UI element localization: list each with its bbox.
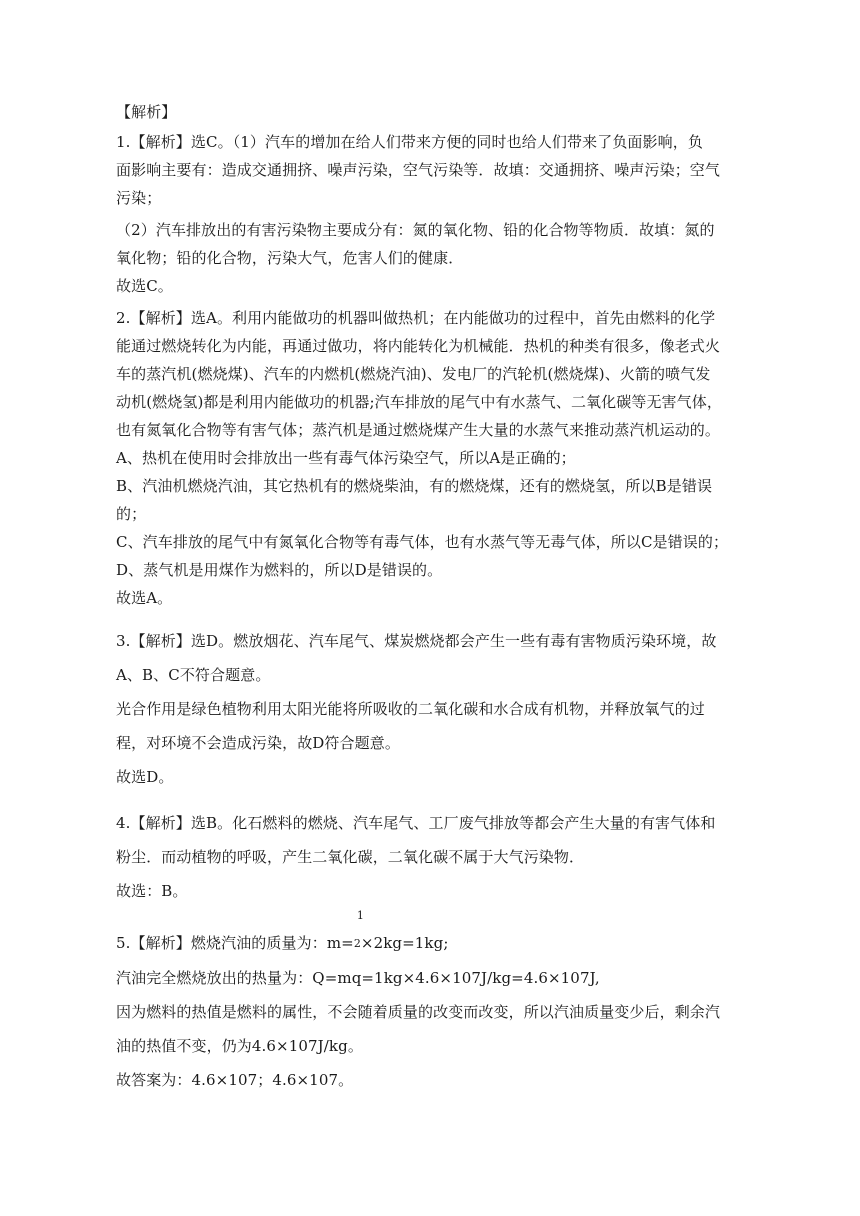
answer-2-line: 车的蒸汽机(燃烧煤)、汽车的内燃机(燃烧汽油)、发电厂的汽轮机(燃烧煤)、火箭的喷气发 — [116, 365, 711, 383]
answer-2-line: 动机(燃烧氢)都是利用内能做功的机器;汽车排放的尾气中有水蒸气、二氧化碳等无害气体， — [116, 393, 722, 411]
answer-2-line: 2.【解析】选A。利用内能做功的机器叫做热机；在内能做功的过程中，首先由燃料的化学 — [116, 309, 716, 327]
answer-4-line: 4.【解析】选B。化石燃料的燃烧、汽车尾气、工厂废气排放等都会产生大量的有害气体和 — [116, 814, 716, 832]
answer-5 — [116, 909, 738, 1097]
answer-1-line: 污染； — [116, 189, 162, 207]
answer-1-line: 1.【解析】选C。（1）汽车的增加在给人们带来方便的同时也给人们带来了负面影响，负 — [116, 133, 703, 151]
answer-2-line: C、汽车排放的尾气中有氮氧化合物等有毒气体，也有水蒸气等无毒气体，所以C是错误的； — [116, 533, 729, 551]
answer-1 — [116, 128, 738, 300]
answer-document — [116, 98, 738, 1101]
answer-3-line: A、B、C不符合题意。 — [116, 666, 271, 684]
answer-2 — [116, 304, 738, 612]
answer-5-line: 故答案为：4.6×107；4.6×107。 — [116, 1071, 354, 1089]
answer-1-line: 故选C。 — [116, 277, 173, 295]
answer-5-line — [116, 909, 738, 961]
answer-2-line: A、热机在使用时会排放出一些有毒气体污染空气，所以A是正确的； — [116, 449, 576, 467]
answer-2-line: D、蒸气机是用煤作为燃料的，所以D是错误的。 — [116, 561, 443, 579]
answer-5-line: 油的热值不变，仍为4.6×107J/kg。 — [116, 1037, 363, 1055]
fraction-numerator: 1 — [356, 909, 364, 922]
answer-2-line: 的； — [116, 505, 147, 523]
answer-1-line: （2）汽车排放出的有害污染物主要成分有：氮的氧化物、铅的化合物等物质．故填：氮的 — [116, 221, 715, 239]
answer-5-line: 因为燃料的热值是燃料的属性，不会随着质量的改变而改变，所以汽油质量变少后，剩余汽 — [116, 1003, 721, 1021]
answer-2-line: 故选A。 — [116, 589, 173, 607]
answer-3-line: 3.【解析】选D。燃放烟花、汽车尾气、煤炭燃烧都会产生一些有毒有害物质污染环境，故 — [116, 632, 717, 650]
answer-1-line: 氧化物；铅的化合物，污染大气，危害人们的健康． — [116, 249, 464, 267]
answer-5-line: 汽油完全燃烧放出的热量为：Q=mq=1kg×4.6×107J/kg=4.6×107J, — [116, 969, 600, 987]
answer-4 — [116, 806, 738, 908]
answer-3-line: 故选D。 — [116, 768, 174, 786]
answer-5-prefix: 5.【解析】燃烧汽油的质量为：m= — [116, 934, 354, 952]
answer-4-line: 粉尘．而动植物的呼吸，产生二氧化碳，二氧化碳不属于大气污染物． — [116, 848, 585, 866]
answer-3-line: 光合作用是绿色植物利用太阳光能将所吸收的二氧化碳和水合成有机物，并释放氧气的过 — [116, 700, 705, 718]
fraction — [353, 909, 364, 961]
answer-2-line: 能通过燃烧转化为内能，再通过做功，将内能转化为机械能．热机的种类有很多，像老式火 — [116, 337, 721, 355]
answer-1-line: 面影响主要有：造成交通拥挤、噪声污染，空气污染等．故填：交通拥挤、噪声污染；空气 — [116, 161, 721, 179]
fraction-denominator: 2 — [353, 937, 361, 950]
section-heading: 【解析】 — [116, 103, 177, 121]
answer-3 — [116, 624, 738, 794]
answer-5-suffix: ×2kg=1kg; — [360, 934, 449, 952]
answer-2-line: B、汽油机燃烧汽油，其它热机有的燃烧柴油，有的燃烧煤，还有的燃烧氢，所以B是错误 — [116, 477, 713, 495]
answer-3-line: 程，对环境不会造成污染，故D符合题意。 — [116, 734, 400, 752]
answer-4-line: 故选：B。 — [116, 882, 188, 900]
answer-2-line: 也有氮氧化合物等有害气体；蒸汽机是通过燃烧煤产生大量的水蒸气来推动蒸汽机运动的。 — [116, 421, 721, 439]
